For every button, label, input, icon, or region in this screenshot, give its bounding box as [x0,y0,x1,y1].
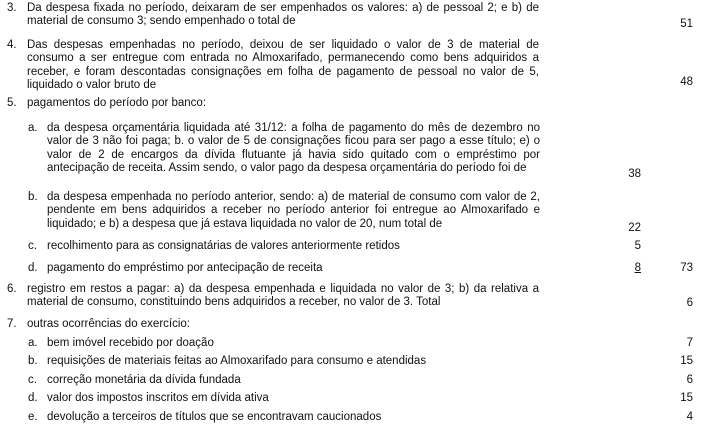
sub-value: 15 [680,355,693,367]
sub-letter: a. [28,337,38,349]
item-text: Da despesa fixada no período, deixaram de ser empenhados os valores: a) de pessoal 2; e b) de material de consumo 3; sendo empenhado o total de [27,2,539,28]
sub-letter: d. [28,262,38,274]
sub-letter: b. [28,191,38,203]
sub-value: 15 [680,392,693,404]
item-text: outras ocorrências do exercício: [27,318,190,330]
item-total: 51 [680,18,693,30]
sub-value: 38 [628,168,641,180]
sub-text: bem imóvel recebido por doação [47,337,214,349]
sub-value: 6 [686,374,693,386]
sub-letter: a. [28,122,38,134]
sub-value: 7 [686,337,693,349]
sub-value: 4 [686,411,693,423]
sub-letter: b. [28,355,38,367]
item-number: 6. [7,283,17,295]
item-total: 48 [680,76,693,88]
sub-text: correção monetária da dívida fundada [47,374,241,386]
item-number: 5. [7,97,17,109]
sub-value: 22 [628,222,641,234]
sub-letter: c. [28,374,37,386]
sub-text: da despesa orçamentária liquidada até 31/12: a folha de pagamento do mês de dezembro no valor de 3 não foi paga; b. o valor de 5 de consignações ficou para ser pago a esse título; e) o valor de 2 de encargos da dívida flutuante já havia sido quitado com o empréstimo por antecipação de receita. Assim sendo, o valor pago da despesa orçamentária do período foi de [47,122,540,175]
sub-text: valor dos impostos inscritos em dívida ativa [47,392,269,404]
sub-value: 5 [634,240,641,252]
sub-text: recolhimento para as consignatárias de valores anteriormente retidos [47,240,400,252]
sub-text: devolução a terceiros de títulos que se encontravam caucionados [47,411,382,423]
sub-text: pagamento do empréstimo por antecipação de receita [47,262,323,274]
sub-text: requisições de materiais feitas ao Almoxarifado para consumo e atendidas [47,355,427,367]
sub-value-underlined: 8 [634,262,641,274]
item-number: 7. [7,318,17,330]
item-text: pagamentos do período por banco: [27,97,207,109]
item-total: 6 [686,297,693,309]
item-number: 3. [7,2,17,14]
sub-letter: d. [28,392,38,404]
item-text: Das despesas empenhadas no período, deixou de ser liquidado o valor de 3 de material de consumo a ser entregue com entrada no Almoxarifado, permanecendo como bens adquiridos a receber, e foram descontadas consignações em folha de pagamento de pessoal no valor de 5, liquidado o valor bruto de [27,39,539,92]
item-number: 4. [7,39,17,51]
item-total: 73 [680,262,693,274]
item-text: registro em restos a pagar: a) da despesa empenhada e liquidada no valor de 3; b) da relativa a material de consumo, constituindo bens adquiridos a receber, no valor de 3. Total [27,283,539,309]
sub-letter: e. [28,411,38,423]
sub-text: da despesa empenhada no período anterior, sendo: a) de material de consumo com valor de 2, pendente em bens adquiridos a receber no período anterior foi entregue ao Almoxarifado e liquidado; e b) a despesa que já estava liquidada no valor de 20, num total de [47,191,540,230]
sub-letter: c. [28,240,37,252]
sub-value [611,262,641,274]
